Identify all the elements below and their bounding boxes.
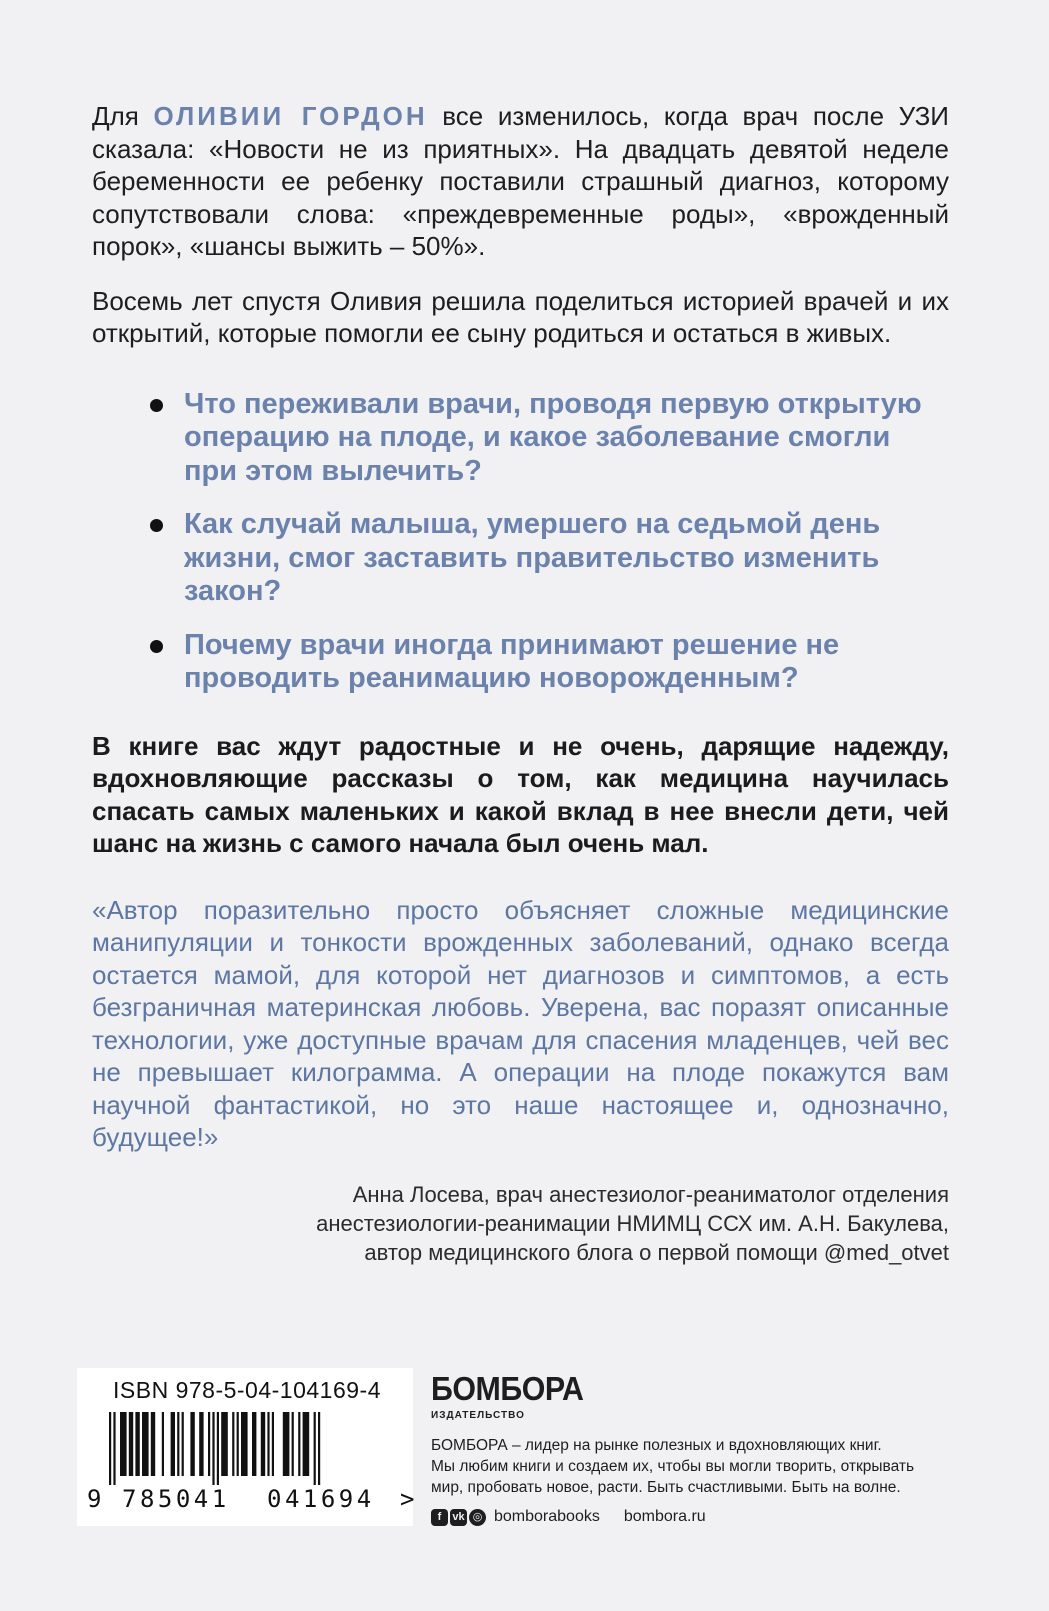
barcode-bar xyxy=(208,1412,210,1476)
barcode-bar xyxy=(142,1412,149,1476)
barcode-bar xyxy=(135,1412,139,1476)
barcode-bar xyxy=(177,1412,179,1476)
bullet-dot-icon xyxy=(150,399,163,412)
barcode-bar xyxy=(237,1412,239,1476)
question-text: Почему врачи иногда принимают решение не проводить реанимацию новорожденным? xyxy=(184,628,840,694)
barcode-bar xyxy=(171,1412,175,1476)
barcode-bar xyxy=(298,1412,300,1476)
barcode-bar xyxy=(283,1412,290,1476)
barcode-bar xyxy=(272,1412,274,1476)
intro-paragraph-2: Восемь лет спустя Оливия решила поделиться историей врачей и их открытий, которые помогли ее сыну родиться и остаться в живых. xyxy=(92,285,949,348)
back-cover-text xyxy=(92,100,949,1267)
barcode-bar xyxy=(217,1412,219,1485)
barcode-digit-group: 041694 xyxy=(267,1485,375,1513)
attribution-line: автор медицинского блога о первой помощи @med_otvet xyxy=(364,1239,949,1265)
barcode-bar xyxy=(212,1412,214,1485)
attribution-line: анестезиологии-реанимации НМИМЦ ССХ им. А.Н. Бакулева, xyxy=(316,1210,949,1236)
description-line: Мы любим книги и создаем их, чтобы вы могли творить, открывать xyxy=(431,1458,915,1475)
publisher-links xyxy=(431,1508,961,1526)
barcode-digit-group: 785041 xyxy=(122,1485,230,1513)
social-handle[interactable]: bomborabooks xyxy=(494,1508,600,1525)
intro-paragraph-1 xyxy=(92,100,949,263)
instagram-icon: ◎ xyxy=(469,1509,486,1526)
barcode-bar xyxy=(314,1412,316,1485)
publisher-logo-subtitle: ИЗДАТЕЛЬСТВО xyxy=(431,1410,525,1421)
question-item xyxy=(184,508,949,609)
question-text: Что переживали врачи, проводя первую открытую операцию на плоде, и какое заболевание смогли при этом вылечить? xyxy=(184,387,922,487)
isbn-barcode-block xyxy=(77,1368,413,1526)
summary-paragraph: В книге вас ждут радостные и не очень, дарящие надежду, вдохновляющие рассказы о том, как медицина научилась спасать самых маленьких и какой вклад в нее внесли дети, чей шанс на жизнь с самого начала был очень мал. xyxy=(92,730,949,858)
bullet-dot-icon xyxy=(150,519,163,532)
barcode-bar xyxy=(162,1412,164,1476)
barcode-bar xyxy=(232,1412,234,1476)
publisher-site[interactable]: bombora.ru xyxy=(623,1508,706,1525)
intro-rest: все изменилось, когда врач после УЗИ сказала: «Новости не из приятных». На двадцать девятой неделе беременности ее ребенку поставили страшный диагноз, которому сопутствовали слова: «преждевременные роды», «врожденный порок», «шансы выжить – 50%». xyxy=(92,101,949,261)
barcode-bar xyxy=(261,1412,265,1476)
facebook-icon: f xyxy=(431,1509,448,1526)
barcode-digit-first: 9 xyxy=(87,1485,102,1513)
barcode-bar xyxy=(109,1412,111,1485)
barcode-bar xyxy=(182,1412,184,1476)
barcode-digit-end: > xyxy=(400,1485,415,1513)
publisher-description xyxy=(431,1435,961,1498)
barcode-bar xyxy=(129,1412,133,1476)
barcode-bar xyxy=(252,1412,256,1476)
barcode-bar xyxy=(241,1412,248,1476)
barcode-bar xyxy=(267,1412,269,1476)
author-name: ОЛИВИИ ГОРДОН xyxy=(153,101,428,131)
barcode-bar xyxy=(318,1412,320,1485)
barcode-bar xyxy=(151,1412,155,1476)
question-list xyxy=(92,388,949,696)
barcode-bar xyxy=(221,1412,228,1476)
question-item xyxy=(184,388,949,489)
publisher-logo: БОМБОРА xyxy=(431,1370,584,1407)
bullet-dot-icon xyxy=(150,640,163,653)
barcode-bar xyxy=(303,1412,310,1476)
review-quote: «Автор поразительно просто объясняет сложные медицинские манипуляции и тонкости врожденных заболеваний, однако всегда остается мамой, для которой нет диагнозов и симптомов, а есть безграничная материнская любовь. Уверена, вас поразят описанные технологии, уже доступные врачам для спасения младенцев, чей вес не превышает килограмма. А операции на плоде покажутся вам научной фантастикой, но это наше настоящее и, однозначно, будущее!» xyxy=(92,894,949,1152)
vk-icon: vk xyxy=(450,1509,467,1526)
barcode-bar xyxy=(113,1412,115,1485)
description-line: мир, пробовать новое, расти. Быть счастливыми. Быть на волне. xyxy=(431,1479,901,1496)
intro-lead: Для xyxy=(92,101,139,131)
publisher-block xyxy=(431,1372,961,1526)
isbn-label: ISBN 978-5-04-104169-4 xyxy=(113,1377,381,1403)
question-item xyxy=(184,629,949,696)
description-line: БОМБОРА – лидер на рынке полезных и вдохновляющих книг. xyxy=(431,1437,882,1454)
question-text: Как случай малыша, умершего на седьмой день жизни, смог заставить правительство изменить закон? xyxy=(184,508,881,607)
review-attribution xyxy=(92,1180,949,1267)
barcode-bar xyxy=(190,1412,194,1476)
barcode-image xyxy=(109,1412,385,1485)
attribution-line: Анна Лосева, врач анестезиолог-реаниматолог отделения xyxy=(352,1181,949,1207)
barcode-bar xyxy=(120,1412,127,1476)
barcode-bar xyxy=(199,1412,203,1476)
barcode-bar xyxy=(292,1412,294,1476)
